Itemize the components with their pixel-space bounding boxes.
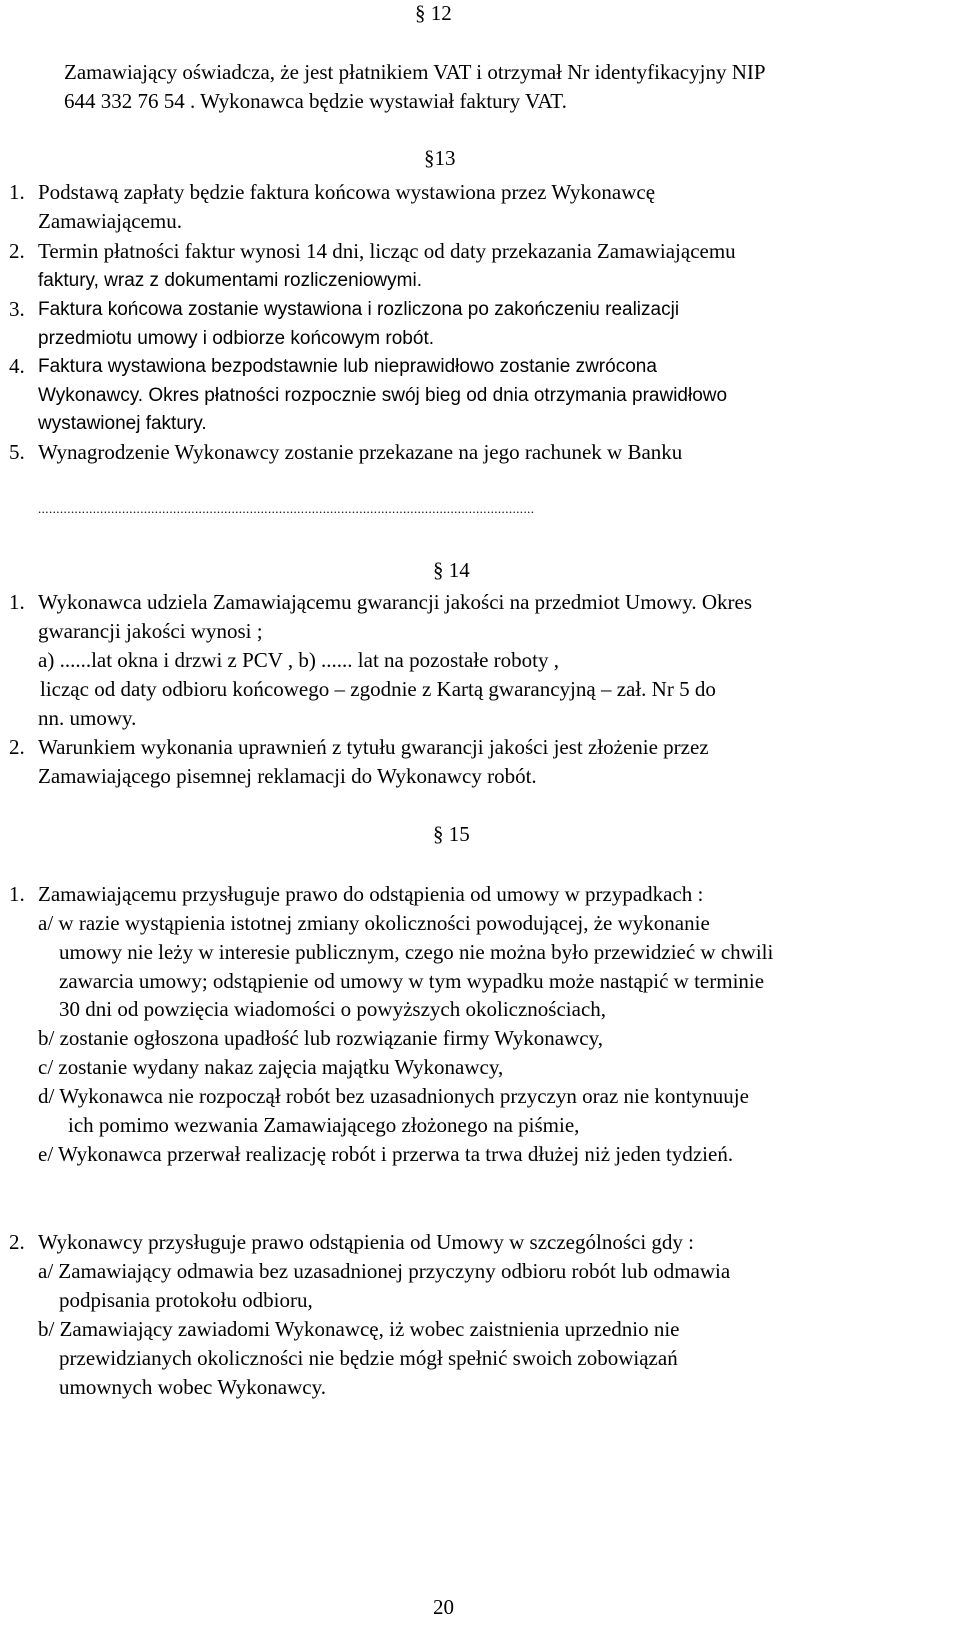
- s14-item-2-line: Zamawiającego pisemnej reklamacji do Wykonawcy robót.: [38, 764, 537, 788]
- section-heading-12: § 12: [415, 1, 452, 25]
- s15-item-1-line: Zamawiającemu przysługuje prawo do odstąpienia od umowy w przypadkach :: [38, 882, 704, 906]
- s14-item-1-line: Wykonawca udziela Zamawiającemu gwarancji jakości na przedmiot Umowy. Okres: [38, 590, 753, 614]
- item-number: 2.: [9, 735, 25, 759]
- s15-item-2b-line: przewidzianych okoliczności nie będzie mógł spełnić swoich zobowiązań: [59, 1346, 678, 1370]
- s13-item-3-line: Faktura końcowa zostanie wystawiona i rozliczona po zakończeniu realizacji: [38, 299, 680, 320]
- item-number: 1.: [9, 590, 25, 614]
- s15-item-2b-line: b/ Zamawiający zawiadomi Wykonawcę, iż wobec zaistnienia uprzednio nie: [38, 1317, 680, 1341]
- s15-item-1b-line: b/ zostanie ogłoszona upadłość lub rozwiązanie firmy Wykonawcy,: [38, 1026, 603, 1050]
- s15-item-2b-line: umownych wobec Wykonawcy.: [59, 1375, 327, 1399]
- s15-item-2a-line: a/ Zamawiający odmawia bez uzasadnionej przyczyny odbioru robót lub odmawia: [38, 1259, 731, 1283]
- s15-item-2a-line: podpisania protokołu odbioru,: [59, 1288, 313, 1312]
- s13-item-1-line: Podstawą zapłaty będzie faktura końcowa wystawiona przez Wykonawcę: [38, 180, 656, 204]
- item-number: 5.: [9, 440, 25, 464]
- s13-item-4-line: Faktura wystawiona bezpodstawnie lub nieprawidłowo zostanie zwrócona: [38, 356, 657, 377]
- s14-item-1-line: a) ......lat okna i drzwi z PCV , b) ...... lat na pozostałe roboty ,: [38, 648, 560, 672]
- s14-item-2-line: Warunkiem wykonania uprawnień z tytułu gwarancji jakości jest złożenie przez: [38, 735, 709, 759]
- s15-item-1a-line: 30 dni od powzięcia wiadomości o powyższych okolicznościach,: [59, 997, 607, 1021]
- item-number: 2.: [9, 239, 25, 263]
- s13-item-4-line: wystawionej faktury.: [38, 413, 207, 434]
- item-number: 2.: [9, 1230, 25, 1254]
- section-heading-14: § 14: [433, 558, 470, 582]
- s13-item-2-line: faktury, wraz z dokumentami rozliczeniowymi.: [38, 270, 422, 291]
- s15-item-1a-line: umowy nie leży w interesie publicznym, czego nie można było przewidzieć w chwili: [59, 940, 774, 964]
- item-number: 4.: [9, 354, 25, 378]
- s13-item-4-line: Wykonawcy. Okres płatności rozpocznie swój bieg od dnia otrzymania prawidłowo: [38, 385, 728, 406]
- bank-account-blank: ........................................................................................................................................: [38, 501, 535, 516]
- s15-item-1c-line: c/ zostanie wydany nakaz zajęcia majątku Wykonawcy,: [38, 1055, 504, 1079]
- s15-item-1a-line: zawarcia umowy; odstąpienie od umowy w tym wypadku może nastąpić w terminie: [59, 969, 765, 993]
- s15-item-1a-line: a/ w razie wystąpienia istotnej zmiany okoliczności powodującej, że wykonanie: [38, 911, 710, 935]
- s14-item-1-line: licząc od daty odbioru końcowego – zgodnie z Kartą gwarancyjną – zał. Nr 5 do: [40, 677, 716, 701]
- s15-item-1d-line: d/ Wykonawca nie rozpoczął robót bez uzasadnionych przyczyn oraz nie kontynuuje: [38, 1084, 749, 1108]
- s14-item-1-line: nn. umowy.: [38, 706, 137, 730]
- s13-item-1-line: Zamawiającemu.: [38, 209, 183, 233]
- section-heading-13: §13: [424, 146, 456, 170]
- item-number: 1.: [9, 180, 25, 204]
- s12-paragraph-line: Zamawiający oświadcza, że jest płatnikiem VAT i otrzymał Nr identyfikacyjny NIP: [64, 60, 766, 84]
- s12-paragraph-line: 644 332 76 54 . Wykonawca będzie wystawiał faktury VAT.: [64, 89, 567, 113]
- s13-item-5-line: Wynagrodzenie Wykonawcy zostanie przekazane na jego rachunek w Banku: [38, 440, 683, 464]
- page-number: 20: [433, 1595, 454, 1619]
- item-number: 3.: [9, 297, 25, 321]
- s15-item-1e-line: e/ Wykonawca przerwał realizację robót i przerwa ta trwa dłużej niż jeden tydzień.: [38, 1142, 734, 1166]
- s15-item-2-line: Wykonawcy przysługuje prawo odstąpienia od Umowy w szczególności gdy :: [38, 1230, 694, 1254]
- section-heading-15: § 15: [433, 822, 470, 846]
- item-number: 1.: [9, 882, 25, 906]
- s13-item-2-line: Termin płatności faktur wynosi 14 dni, licząc od daty przekazania Zamawiającemu: [38, 239, 736, 263]
- s13-item-3-line: przedmiotu umowy i odbiorze końcowym robót.: [38, 328, 435, 349]
- s14-item-1-line: gwarancji jakości wynosi ;: [38, 619, 263, 643]
- s15-item-1d-line: ich pomimo wezwania Zamawiającego złożonego na piśmie,: [68, 1113, 580, 1137]
